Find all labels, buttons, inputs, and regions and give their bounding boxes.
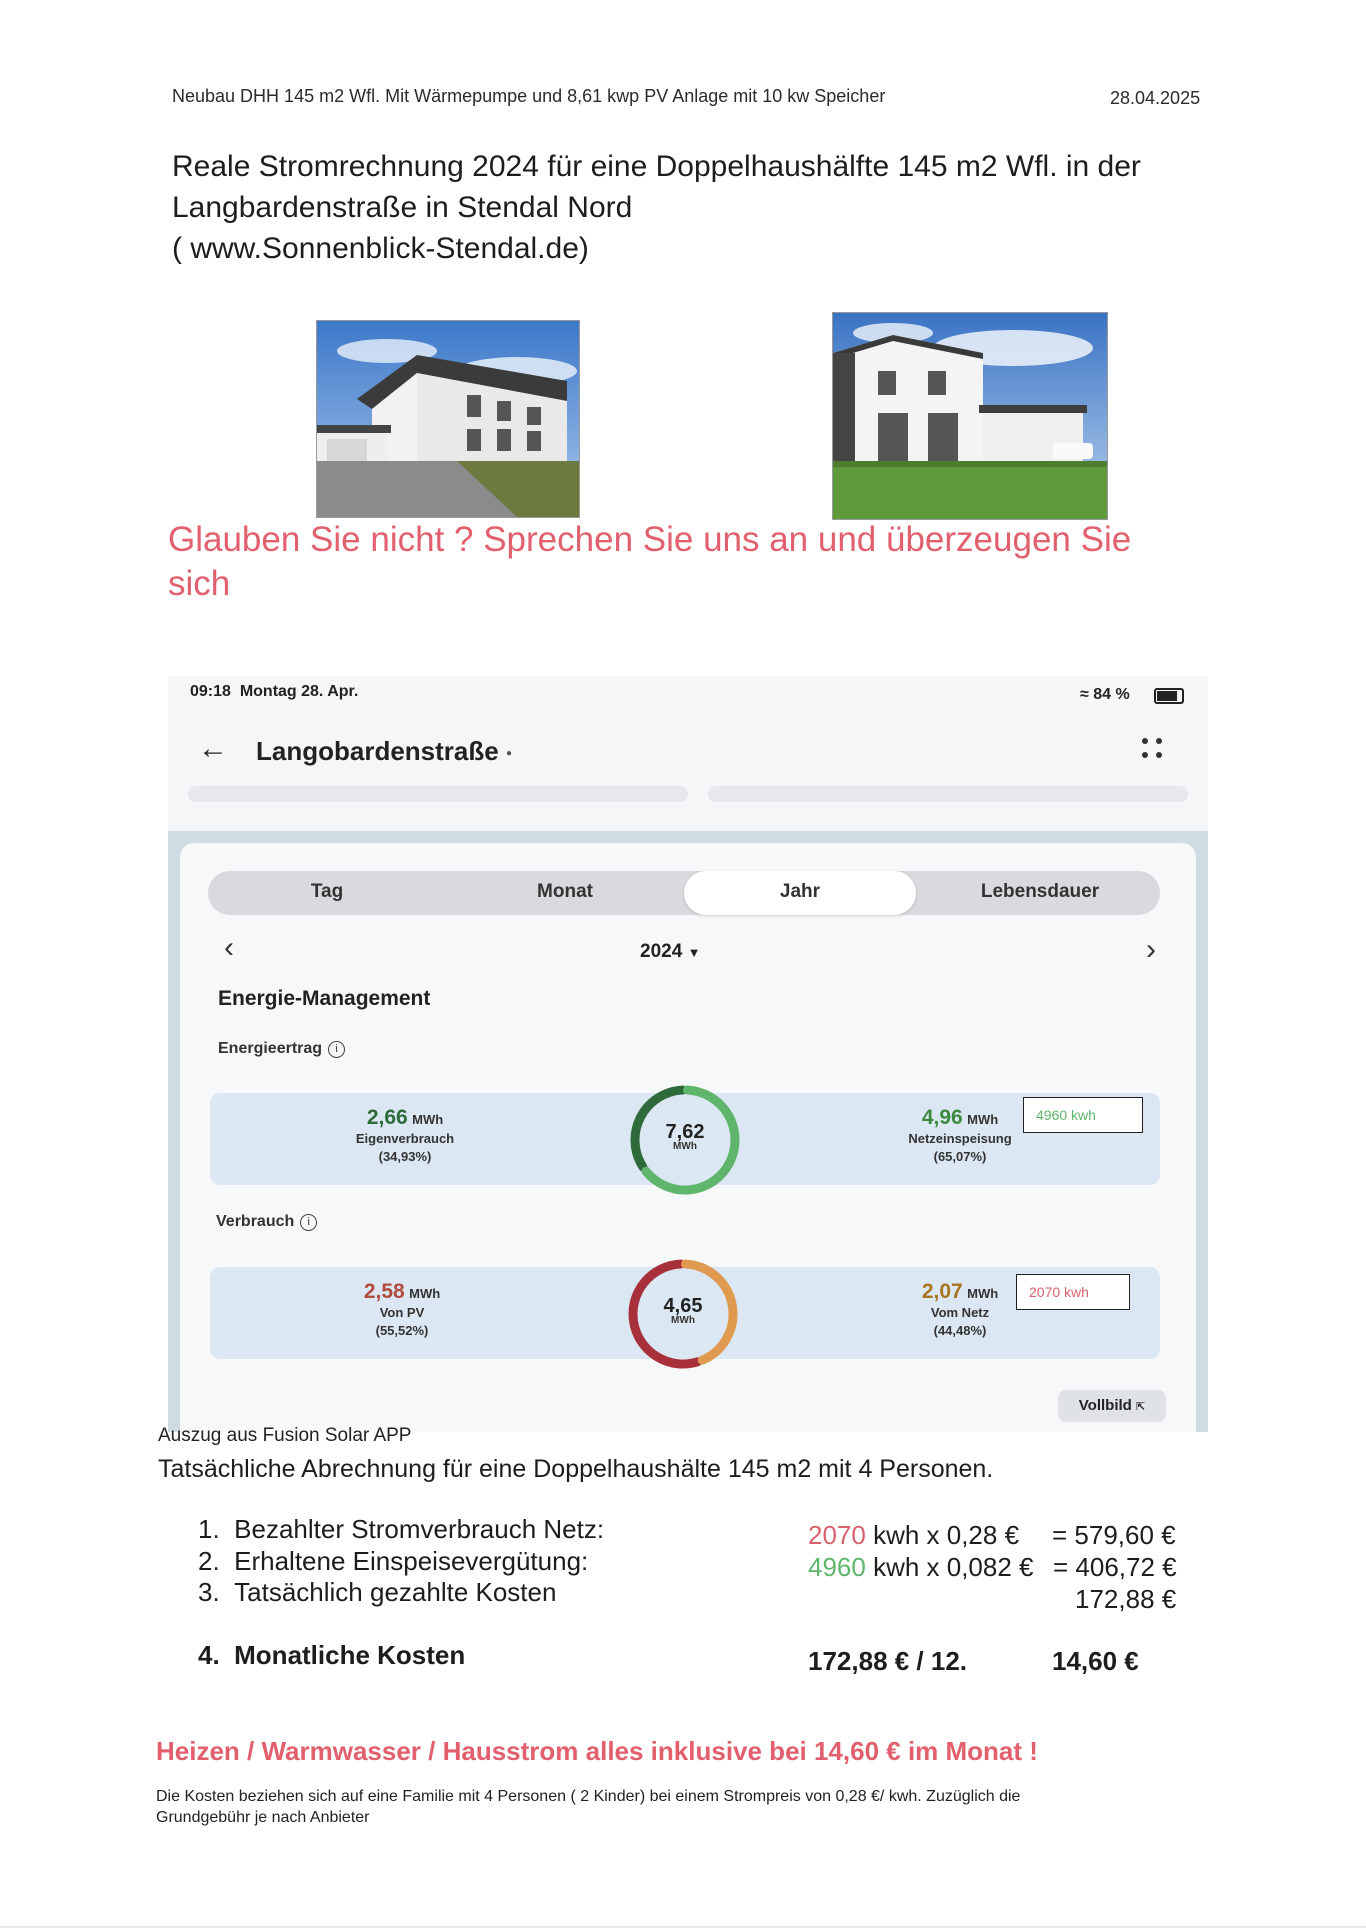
app-title: Langobardenstraße ● <box>256 736 512 766</box>
closing-statement: Heizen / Warmwasser / Hausstrom alles inklusive bei 14,60 € im Monat ! <box>156 1736 1038 1766</box>
page-edge <box>0 1926 1366 1928</box>
more-menu-icon[interactable] <box>1142 736 1166 762</box>
tagline-line-1: Glauben Sie nicht ? Sprechen Sie uns an und überzeugen Sie <box>168 520 1132 559</box>
tagline-line-2: sich <box>168 564 231 603</box>
title-line-1: Reale Stromrechnung 2024 für eine Doppelhaushälfte 145 m2 Wfl. in der <box>172 150 1141 183</box>
netzeinspeisung-annotation: 4960 kwh <box>1023 1097 1143 1133</box>
battery-icon <box>1154 688 1184 704</box>
house-photo-left <box>316 320 580 518</box>
year-selector[interactable]: 2024 ▼ <box>640 941 701 962</box>
status-bar-day: Montag 28. Apr. <box>239 683 359 700</box>
tab-monat[interactable]: Monat <box>537 881 593 902</box>
verbrauch-heading: Verbrauch i <box>216 1213 317 1231</box>
back-arrow-icon[interactable]: ← <box>198 732 228 765</box>
header-date: 28.04.2025 <box>1110 88 1201 108</box>
next-period-chevron-icon[interactable]: › <box>1146 933 1156 966</box>
energy-panel <box>180 843 1196 1432</box>
von-pv-stat: 2,58 MWh Von PV (55,52%) <box>363 1280 441 1338</box>
energieertrag-heading: Energieertrag i <box>218 1040 345 1058</box>
wifi-icon: ≈ <box>1080 686 1089 703</box>
title-dot-icon: ● <box>505 748 512 759</box>
monthly-cost-calc: 172,88 € / 12. <box>808 1646 968 1676</box>
house-photo-right <box>832 312 1108 520</box>
netzeinspeisung-value: 4,96 <box>921 1106 963 1129</box>
vollbild-button[interactable]: Vollbild ⇱ <box>1058 1390 1166 1422</box>
expand-icon: ⇱ <box>1136 1401 1146 1413</box>
status-bar-right <box>1080 686 1130 704</box>
period-tabs <box>208 871 1160 915</box>
tagline <box>168 518 1228 606</box>
verbrauch-total: 4,65 MWh <box>663 1295 703 1326</box>
billing-row-1: 1. Bezahlter Stromverbrauch Netz: <box>198 1514 605 1544</box>
title-line-3: ( www.Sonnenblick-Stendal.de) <box>172 232 589 265</box>
vom-netz-annotation: 2070 kwh <box>1016 1274 1130 1310</box>
panel-backdrop <box>168 831 1208 1432</box>
billing-calc-2: 4960 kwh x 0,082 € <box>808 1552 1034 1582</box>
app-screenshot <box>168 676 1208 1432</box>
dropdown-triangle-icon: ▼ <box>687 945 701 960</box>
tab-jahr[interactable]: Jahr <box>684 871 916 915</box>
title-line-2: Langbardenstraße in Stendal Nord <box>172 191 633 224</box>
billing-row-2: 2. Erhaltene Einspeisevergütung: <box>198 1546 589 1576</box>
billing-row-3: 3. Tatsächlich gezahlte Kosten <box>198 1577 557 1607</box>
info-icon[interactable]: i <box>328 1041 345 1058</box>
info-icon[interactable]: i <box>300 1214 317 1231</box>
energieertrag-total: 7,62 MWh <box>665 1121 705 1152</box>
document-title <box>172 146 1272 269</box>
status-bar-time: 09:18 Montag 28. Apr. <box>190 683 359 700</box>
vom-netz-value: 2,07 <box>921 1280 963 1303</box>
tab-lebensdauer[interactable]: Lebensdauer <box>980 881 1100 902</box>
billing-result-3: 172,88 € <box>1075 1584 1177 1614</box>
prev-period-chevron-icon[interactable]: ‹ <box>224 931 234 964</box>
eigenverbrauch-stat: 2,66 MWh Eigenverbrauch (34,93%) <box>355 1106 455 1164</box>
monthly-cost-row: 4. Monatliche Kosten <box>198 1640 466 1670</box>
eigenverbrauch-value: 2,66 <box>366 1106 408 1129</box>
billing-subhead: Tatsächliche Abrechnung für eine Doppelhaushälte 145 m2 mit 4 Personen. <box>158 1455 994 1483</box>
vom-netz-stat: 2,07 MWh Vom Netz (44,48%) <box>921 1280 999 1338</box>
billing-result-2: = 406,72 € <box>1053 1552 1177 1582</box>
billing-calc-1: 2070 kwh x 0,28 € <box>808 1520 1020 1550</box>
collapsed-cards <box>188 786 1188 802</box>
battery-percent: 84 % <box>1093 686 1130 703</box>
von-pv-value: 2,58 <box>363 1280 405 1303</box>
header-description: Neubau DHH 145 m2 Wfl. Mit Wärmepumpe und 8,61 kwp PV Anlage mit 10 kw Speicher <box>172 86 886 106</box>
section-title: Energie-Management <box>218 987 431 1010</box>
monthly-cost-result: 14,60 € <box>1052 1646 1139 1676</box>
tab-tag[interactable]: Tag <box>310 881 344 902</box>
netzeinspeisung-stat: 4,96 MWh Netzeinspeisung (65,07%) <box>908 1106 1012 1164</box>
footnote: Die Kosten beziehen sich auf eine Familie mit 4 Personen ( 2 Kinder) bei einem Strompreis von 0,28 €/ kwh. Zuzüglich die Grundgebühr je nach Anbieter <box>156 1788 1021 1826</box>
billing-result-1: = 579,60 € <box>1052 1520 1176 1550</box>
caption: Auszug aus Fusion Solar APP <box>158 1425 412 1446</box>
